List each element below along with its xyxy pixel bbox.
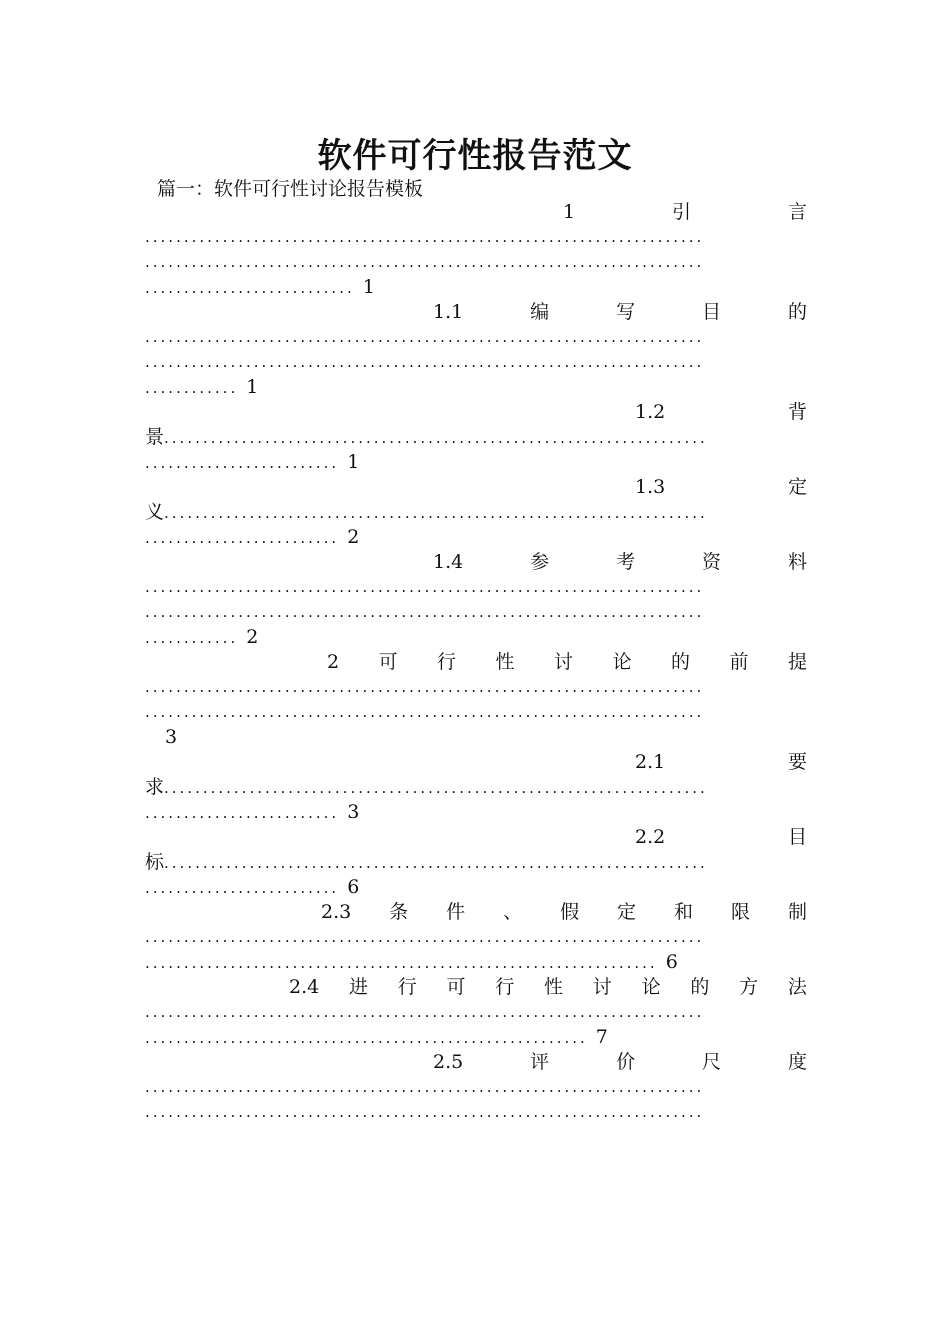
toc-entry-word: 写 [616,301,636,323]
toc-entry-word: 可 [446,976,466,998]
toc-leader-dots: ........................................................................ [145,703,705,721]
toc-entry-word: 条 [389,901,409,923]
toc-entry-word: 行 [437,651,457,673]
toc-entry-word: 进 [348,976,368,998]
toc-entry-word: 讨 [554,651,574,673]
document-title: 软件可行性报告范文 [317,136,633,176]
toc-leader-dots: ........................................................................ [145,353,705,371]
toc-entry-word: 尺 [702,1051,722,1073]
toc-entry-number: 1.3 [635,476,666,498]
toc-leader-dots: ........................................................................ [145,1103,705,1121]
toc-entry-number: 2.2 [635,826,666,848]
toc-entry-page-line [145,875,807,900]
toc-leader-dots: ........................................................................ [145,1003,705,1021]
toc-leader-dots: ........................................................................ [145,328,705,346]
toc-entry-page-line [145,625,807,650]
toc-entry-word: 定 [617,901,637,923]
toc-entry-word: 行 [495,976,515,998]
toc-entry-number: 2.4 [289,976,320,998]
toc-entry-word: 假 [560,901,580,923]
toc-entry-heading [145,975,807,1000]
toc-entry-word: 限 [730,901,750,923]
toc-entry-word: 的 [690,976,710,998]
toc-entry-heading [145,475,807,500]
toc-entry-heading [145,650,807,675]
toc-entry-word: 价 [616,1051,636,1073]
toc-entry-number: 1 [563,201,576,223]
toc-entry-heading [145,300,807,325]
toc-entry-word: 言 [787,201,807,223]
toc-entry-word: 考 [616,551,636,573]
toc-leader-dots: ......................... [145,879,340,897]
toc-entry-word: 前 [729,651,749,673]
toc-entry[interactable] [145,1050,807,1125]
toc-entry-word: 资 [702,551,722,573]
toc-page-number: 7 [595,1026,608,1048]
toc-entry-number: 2.1 [635,751,666,773]
toc-entry[interactable] [145,750,807,825]
toc-leader-dots: 义...................................................................... [145,501,708,523]
toc-leader-dots: ........................................................................ [145,1078,705,1096]
toc-leader-dots: ........................................................................ [145,603,705,621]
toc-entry-word: 目 [787,826,807,848]
toc-entry-lead-char: 景 [145,426,165,448]
toc-page-number: 1 [362,276,375,298]
toc-page-number: 1 [347,451,360,473]
toc-entry-heading [145,825,807,850]
toc-entry-lead-char: 求 [145,776,165,798]
toc-page-number: 6 [665,951,678,973]
toc-leader-dots: ............ [145,379,239,397]
toc-entry-number: 1.4 [433,551,464,573]
toc-entry[interactable] [145,825,807,900]
toc-entry-heading [145,400,807,425]
toc-leader-dots: ........................................................................ [145,253,705,271]
toc-entry-number: 2.3 [321,901,352,923]
toc-entry-number: 2.5 [433,1051,464,1073]
toc-leader-dots: ........................................................................ [145,578,705,596]
toc-leader-dots: ......................... [145,804,340,822]
toc-page-number: 3 [165,726,178,748]
document-subtitle: 篇一：软件可行性讨论报告模板 [157,178,424,200]
toc-entry-number: 1.1 [433,301,464,323]
toc-entry-word: 件 [446,901,466,923]
toc-entry-page-line [145,800,807,825]
toc-leader-dots: ............ [145,629,239,647]
toc-entry-word: 的 [787,301,807,323]
toc-leader-dots: 标...................................................................... [145,851,708,873]
toc-entry-heading [145,900,807,925]
toc-entry-word: 性 [544,976,564,998]
toc-page-number: 1 [246,376,259,398]
toc-entry[interactable] [145,400,807,475]
toc-entry-page-line [145,375,807,400]
toc-page-number: 3 [347,801,360,823]
toc-leader-dots: .................................................................. [145,954,658,972]
toc-entry-word: 编 [530,301,550,323]
toc-entry-heading [145,1050,807,1075]
toc-entry-page-line [145,950,807,975]
toc-leader-dots: 景...................................................................... [145,426,708,448]
toc-page-number: 2 [246,626,259,648]
toc-entry-page-line [145,1025,807,1050]
toc-entry-page-line [145,450,807,475]
toc-entry-word: 和 [674,901,694,923]
toc-entry-word: 可 [378,651,398,673]
toc-entry-word: 论 [641,976,661,998]
toc-entry-word: 引 [672,201,692,223]
toc-leader-dots: ........................................................................ [145,928,705,946]
toc-entry-heading [145,750,807,775]
toc-entry[interactable] [145,200,807,300]
toc-entry[interactable] [145,900,807,975]
toc-entry-word: 论 [612,651,632,673]
toc-leader-dots: ......................................................... [145,1029,588,1047]
toc-entry-word: 定 [787,476,807,498]
toc-entry-word: 性 [495,651,515,673]
toc-entry-word: 讨 [592,976,612,998]
table-of-contents [145,200,807,1125]
toc-entry-page-line [145,525,807,550]
toc-entry-heading [145,200,807,225]
toc-entry-word: 方 [739,976,759,998]
toc-entry-page-line [145,275,807,300]
toc-entry-word: 背 [787,401,807,423]
toc-entry-word: 参 [530,551,550,573]
toc-entry[interactable] [145,475,807,550]
toc-entry[interactable] [145,550,807,650]
toc-leader-dots: 求...................................................................... [145,776,708,798]
toc-entry[interactable] [145,975,807,1050]
toc-entry-page-line [145,725,807,750]
toc-entry-heading [145,550,807,575]
toc-entry-lead-char: 义 [145,501,165,523]
toc-entry[interactable] [145,650,807,750]
toc-entry-word: 目 [702,301,722,323]
toc-entry-number: 1.2 [635,401,666,423]
toc-page-number: 2 [347,526,360,548]
toc-leader-dots: ........................................................................ [145,678,705,696]
toc-entry-word: 行 [397,976,417,998]
toc-entry-word: 评 [530,1051,550,1073]
toc-entry-word: 度 [787,1051,807,1073]
toc-entry-word: 法 [787,976,807,998]
toc-entry-word: 制 [787,901,807,923]
toc-leader-dots: ......................... [145,529,340,547]
toc-entry-word: 提 [787,651,807,673]
toc-leader-dots: ......................... [145,454,340,472]
toc-leader-dots: ........................... [145,279,355,297]
toc-entry-word: 的 [670,651,690,673]
toc-entry-lead-char: 标 [145,851,165,873]
toc-entry[interactable] [145,300,807,400]
toc-entry-word: 、 [503,901,523,923]
toc-page-number: 6 [347,876,360,898]
toc-leader-dots: ........................................................................ [145,228,705,246]
toc-entry-word: 要 [787,751,807,773]
toc-entry-word: 料 [787,551,807,573]
toc-entry-number: 2 [327,651,340,673]
